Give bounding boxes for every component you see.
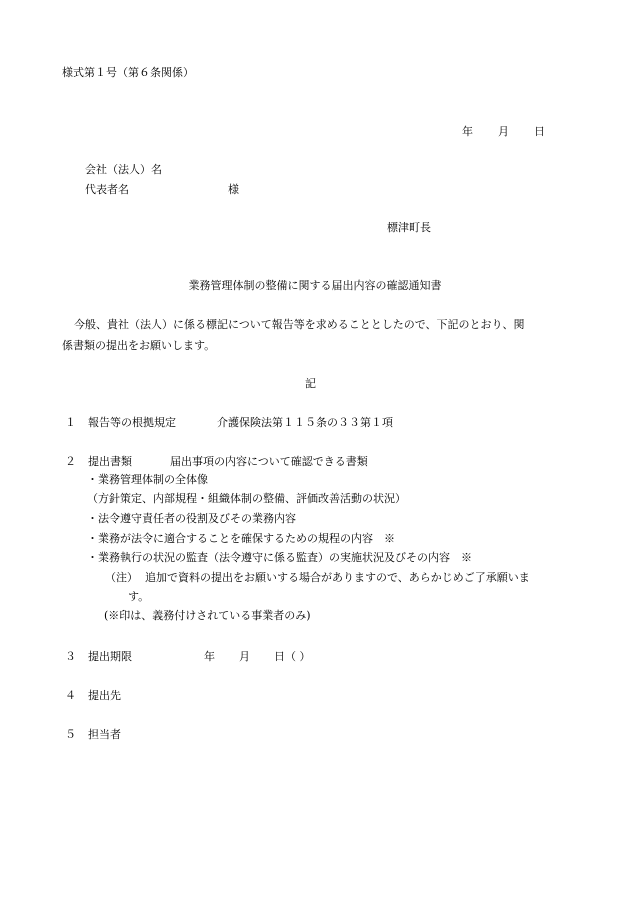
intro-line-2: 係書類の提出をお願いします。 <box>62 339 216 352</box>
note-line-2: す。 <box>128 590 150 603</box>
note-label: （注） <box>105 571 138 584</box>
item-1-label: 報告等の根拠規定 <box>88 416 176 429</box>
deadline-month: 月 <box>239 650 250 663</box>
item-4-number: ４ <box>65 689 76 702</box>
date-day: 日 <box>534 125 545 138</box>
form-number: 様式第１号（第６条関係） <box>62 66 194 79</box>
item-2-value: 届出事項の内容について確認できる書類 <box>170 455 368 468</box>
document-title: 業務管理体制の整備に関する届出内容の確認通知書 <box>188 279 442 292</box>
note-line-1: 追加で資料の提出をお願いする場合がありますので、あらかじめご了承願いま <box>145 571 530 584</box>
item-5-label: 担当者 <box>88 728 121 741</box>
item-1-number: １ <box>65 416 76 429</box>
company-name-label: 会社（法人）名 <box>85 163 162 176</box>
item-3-label: 提出期限 <box>88 650 132 663</box>
list-item: ・業務管理体制の全体像 <box>87 473 208 486</box>
date-month: 月 <box>498 125 509 138</box>
deadline-year: 年 <box>204 650 215 663</box>
list-item: ・法令遵守責任者の役割及びその業務内容 <box>87 512 296 525</box>
item-4-label: 提出先 <box>88 689 121 702</box>
intro-line-1: 今般、貴社（法人）に係る標記について報告等を求めることとしたので、下記のとおり、関 <box>74 318 525 331</box>
item-1-value: 介護保険法第１１５条の３３第１項 <box>217 416 393 429</box>
list-item: ・業務執行の状況の監査（法令遵守に係る監査）の実施状況及びその内容 ※ <box>87 551 472 564</box>
list-item: ・業務が法令に適合することを確保するための規程の内容 ※ <box>87 532 395 545</box>
deadline-day: 日（ ） <box>274 650 311 663</box>
date-year: 年 <box>462 125 473 138</box>
sender: 標津町長 <box>387 221 431 234</box>
item-2-label: 提出書類 <box>88 455 132 468</box>
item-5-number: ５ <box>65 728 76 741</box>
representative-label: 代表者名 <box>85 183 129 196</box>
honorific: 様 <box>228 183 239 196</box>
item-2-number: ２ <box>65 455 76 468</box>
ki-label: 記 <box>305 377 316 390</box>
list-item: （方針策定、内部規程・組織体制の整備、評価改善活動の状況） <box>87 492 406 505</box>
item-3-number: ３ <box>65 650 76 663</box>
note-asterisk: (※印は、義務付けされている事業者のみ) <box>104 609 311 622</box>
